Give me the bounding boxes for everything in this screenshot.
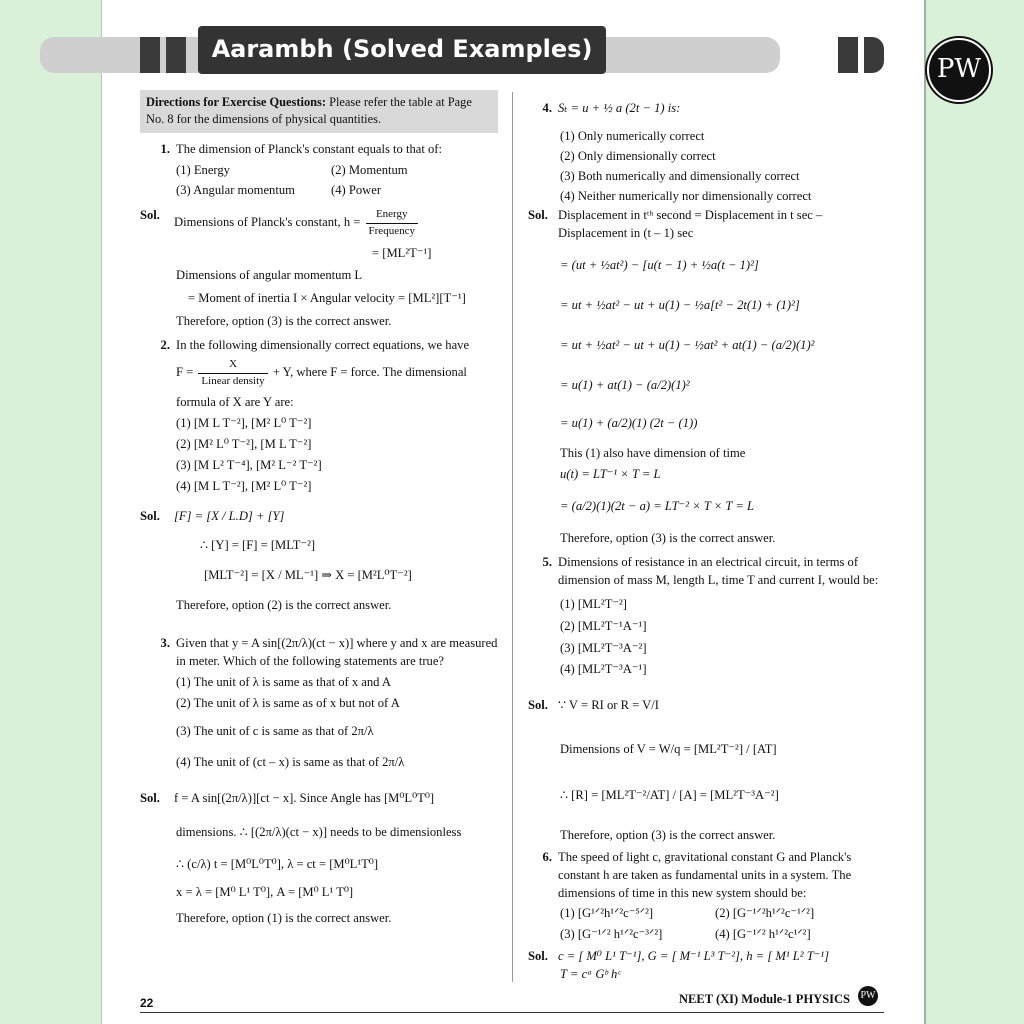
pw-logo-icon: PW xyxy=(927,38,991,102)
solution-5 xyxy=(528,697,883,715)
question-text: Given that y = A sin[(2π/λ)(ct − x)] where y and x are measured in meter. Which of the following statements are true? xyxy=(176,636,498,668)
solution-2 xyxy=(140,508,498,526)
footer-rule xyxy=(140,1012,884,1013)
solution-label: Sol. xyxy=(140,208,160,223)
right-column xyxy=(528,100,883,984)
solution-1 xyxy=(140,207,498,239)
question-4 xyxy=(528,100,883,118)
solution-label: Sol. xyxy=(528,949,548,964)
solution-line: u(t) = LT⁻¹ × T = L xyxy=(560,467,661,482)
options-row xyxy=(140,182,498,200)
options-row xyxy=(528,926,883,944)
option-3: (3) [ML²T⁻³A⁻²] xyxy=(560,640,647,655)
option-3: (3) Angular momentum xyxy=(176,183,295,198)
pw-logo-small-icon: PW xyxy=(858,986,878,1006)
options-row xyxy=(140,162,498,180)
solution-label: Sol. xyxy=(140,508,160,523)
option-3: (3) The unit of c is same as that of 2π/λ xyxy=(176,723,374,738)
solution-3 xyxy=(140,790,498,808)
solution-line: f = A sin[(2π/λ)][ct − x]. Since Angle has [M⁰L⁰T⁰] xyxy=(174,791,435,806)
directions-box xyxy=(140,90,498,133)
fraction xyxy=(198,357,267,389)
solution-line: Dimensions of V = W/q = [ML²T⁻²] / [AT] xyxy=(560,742,777,757)
solution-line: Therefore, option (1) is the correct answer. xyxy=(176,910,392,925)
solution-line: x = λ = [M⁰ L¹ T⁰], A = [M⁰ L¹ T⁰] xyxy=(176,884,354,899)
option-4: (4) [ML²T⁻³A⁻¹] xyxy=(560,662,647,677)
equation-line xyxy=(140,357,498,389)
option-4: (4) Neither numerically nor dimensionally correct xyxy=(560,188,812,203)
equation-lhs: F = xyxy=(176,364,194,379)
option-4: (4) The unit of (ct – x) is same as that of 2π/λ xyxy=(176,755,405,770)
solution-line: This (1) also have dimension of time xyxy=(560,445,746,460)
option-3: (3) Both numerically and dimensionally correct xyxy=(560,168,800,183)
option-3: (3) [M L² T⁻⁴], [M² L⁻² T⁻²] xyxy=(176,457,322,472)
option-1: (1) [G¹ᐟ²h¹ᐟ²c⁻⁵ᐟ²] xyxy=(560,906,654,921)
denominator: Frequency xyxy=(368,224,415,237)
option-4: (4) [M L T⁻²], [M² L⁰ T⁻²] xyxy=(176,478,312,493)
question-number: 5. xyxy=(542,555,552,569)
equation-line: = ut + ½at² − ut + u(1) − ½at² + at(1) − (a/2)(1)² xyxy=(560,337,815,352)
question-6 xyxy=(528,849,883,903)
option-2: (2) [ML²T⁻¹A⁻¹] xyxy=(560,618,647,633)
option-1: (1) Only numerically correct xyxy=(560,128,705,143)
question-text: In the following dimensionally correct equations, we have xyxy=(176,338,470,353)
page-number: 22 xyxy=(140,996,154,1010)
solution-line: c = [ M⁰ L¹ T⁻¹], G = [ M⁻¹ L³ T⁻²], h = [ M¹ L² T⁻¹] xyxy=(558,949,830,964)
question-text: The dimension of Planck's constant equals to that of: xyxy=(176,141,442,156)
option-3: (3) [G⁻¹ᐟ² h¹ᐟ²c⁻³ᐟ²] xyxy=(560,927,663,942)
option-4: (4) Power xyxy=(331,183,382,198)
question-2 xyxy=(140,337,498,355)
solution-line: T = cᵃ Gᵇ hᶜ xyxy=(560,967,621,981)
header-accent-right xyxy=(838,37,858,73)
option-4: (4) [G⁻¹ᐟ² h¹ᐟ²c¹ᐟ²] xyxy=(715,927,811,942)
question-3 xyxy=(140,635,498,671)
column-divider xyxy=(512,92,513,982)
question-1 xyxy=(140,141,498,159)
directions-text: Please refer the table at Page No. 8 for the dimensions of physical quantities. xyxy=(146,95,472,127)
header-accent-left xyxy=(140,37,160,73)
solution-line: ∴ [Y] = [F] = [MLT⁻²] xyxy=(200,538,316,553)
option-2: (2) [G⁻¹ᐟ²h¹ᐟ²c⁻¹ᐟ²] xyxy=(715,906,815,921)
left-column xyxy=(140,90,498,928)
solution-line: [MLT⁻²] = [X / ML⁻¹] ⇒ X = [M²L⁰T⁻²] xyxy=(204,568,412,583)
option-1: (1) The unit of λ is same as that of x and A xyxy=(176,674,392,689)
footer-title: NEET (XI) Module-1 PHYSICS xyxy=(679,992,850,1006)
solution-label: Sol. xyxy=(528,208,548,223)
solution-line: Therefore, option (2) is the correct answer. xyxy=(176,598,392,613)
equation-line: = u(1) + (a/2)(1) (2t − (1)) xyxy=(560,415,698,430)
directions-label: Directions for Exercise Questions: xyxy=(146,95,326,109)
numerator: Energy xyxy=(366,207,418,224)
solution-line: dimensions. ∴ [(2π/λ)(ct − x)] needs to be dimensionless xyxy=(176,825,462,840)
option-1: (1) Energy xyxy=(176,162,230,177)
numerator: X xyxy=(198,357,267,374)
question-number: 2. xyxy=(160,338,170,353)
solution-line: Therefore, option (3) is the correct answer. xyxy=(560,827,776,842)
option-2: (2) The unit of λ is same as of x but not of A xyxy=(176,695,400,710)
solution-line: Dimensions of angular momentum L xyxy=(176,268,363,283)
solution-line: ∴ (c/λ) t = [M⁰L⁰T⁰], λ = ct = [M⁰L¹T⁰] xyxy=(176,857,379,872)
solution-label: Sol. xyxy=(528,698,548,713)
fraction xyxy=(366,207,418,239)
header-accent-left-2 xyxy=(166,37,186,73)
equation-line: = (ut + ½at²) − [u(t − 1) + ½a(t − 1)²] xyxy=(560,258,759,273)
solution-line: [F] = [X / L.D] + [Y] xyxy=(174,508,285,523)
solution-line: Therefore, option (3) is the correct answer. xyxy=(176,314,392,329)
question-text: The speed of light c, gravitational constant G and Planck's constant h are taken as fundamental units in a system. The dimensions of time in this new system should be: xyxy=(558,849,852,900)
solution-line: = (a/2)(1)(2t − a) = LT⁻² × T × T = L xyxy=(560,499,755,514)
solution-body xyxy=(174,207,498,239)
equation-rhs: + Y, where F = force. The dimensional xyxy=(272,364,467,379)
option-1: (1) [ML²T⁻²] xyxy=(560,596,628,611)
solution-line: ∵ V = RI or R = V/I xyxy=(558,698,659,713)
option-1: (1) [M L T⁻²], [M² L⁰ T⁻²] xyxy=(176,416,312,431)
equation-line: = u(1) + at(1) − (a/2)(1)² xyxy=(560,377,690,392)
question-number: 6. xyxy=(542,849,552,864)
solution-4 xyxy=(528,207,883,243)
option-2: (2) [M² L⁰ T⁻²], [M L T⁻²] xyxy=(176,436,312,451)
question-number: 4. xyxy=(542,101,552,115)
option-2: (2) Momentum xyxy=(331,162,408,177)
solution-line: = [ML²T⁻¹] xyxy=(372,245,432,260)
solution-line: Displacement in tᵗʰ second = Displacement in t sec – Displacement in (t – 1) sec xyxy=(558,208,823,241)
header-accent-right-2 xyxy=(864,37,884,73)
question-number: 1. xyxy=(160,141,170,156)
solution-label: Sol. xyxy=(140,791,160,806)
solution-line: ∴ [R] = [ML²T⁻²/AT] / [A] = [ML²T⁻³A⁻²] xyxy=(560,788,779,802)
equation-line: = ut + ½at² − ut + u(1) − ½a[t² − 2t(1) + (1)²] xyxy=(560,298,800,312)
solution-line: Therefore, option (3) is the correct answer. xyxy=(560,531,776,546)
page-title: Aarambh (Solved Examples) xyxy=(198,26,606,74)
question-number: 3. xyxy=(160,636,170,651)
question-text: formula of X are Y are: xyxy=(176,395,294,410)
options-row xyxy=(528,905,883,923)
solution-line: Dimensions of Planck's constant, h = xyxy=(174,215,361,230)
solution-6 xyxy=(528,948,883,966)
question-text: Dimensions of resistance in an electrical circuit, in terms of dimension of mass M, length L, time T and current I, would be: xyxy=(558,555,879,587)
option-2: (2) Only dimensionally correct xyxy=(560,148,716,163)
question-5 xyxy=(528,554,883,590)
question-text: Sₜ = u + ½ a (2t − 1) is: xyxy=(558,101,681,115)
solution-line: = Moment of inertia I × Angular velocity = [ML²][T⁻¹] xyxy=(188,291,466,306)
denominator: Linear density xyxy=(201,374,265,387)
